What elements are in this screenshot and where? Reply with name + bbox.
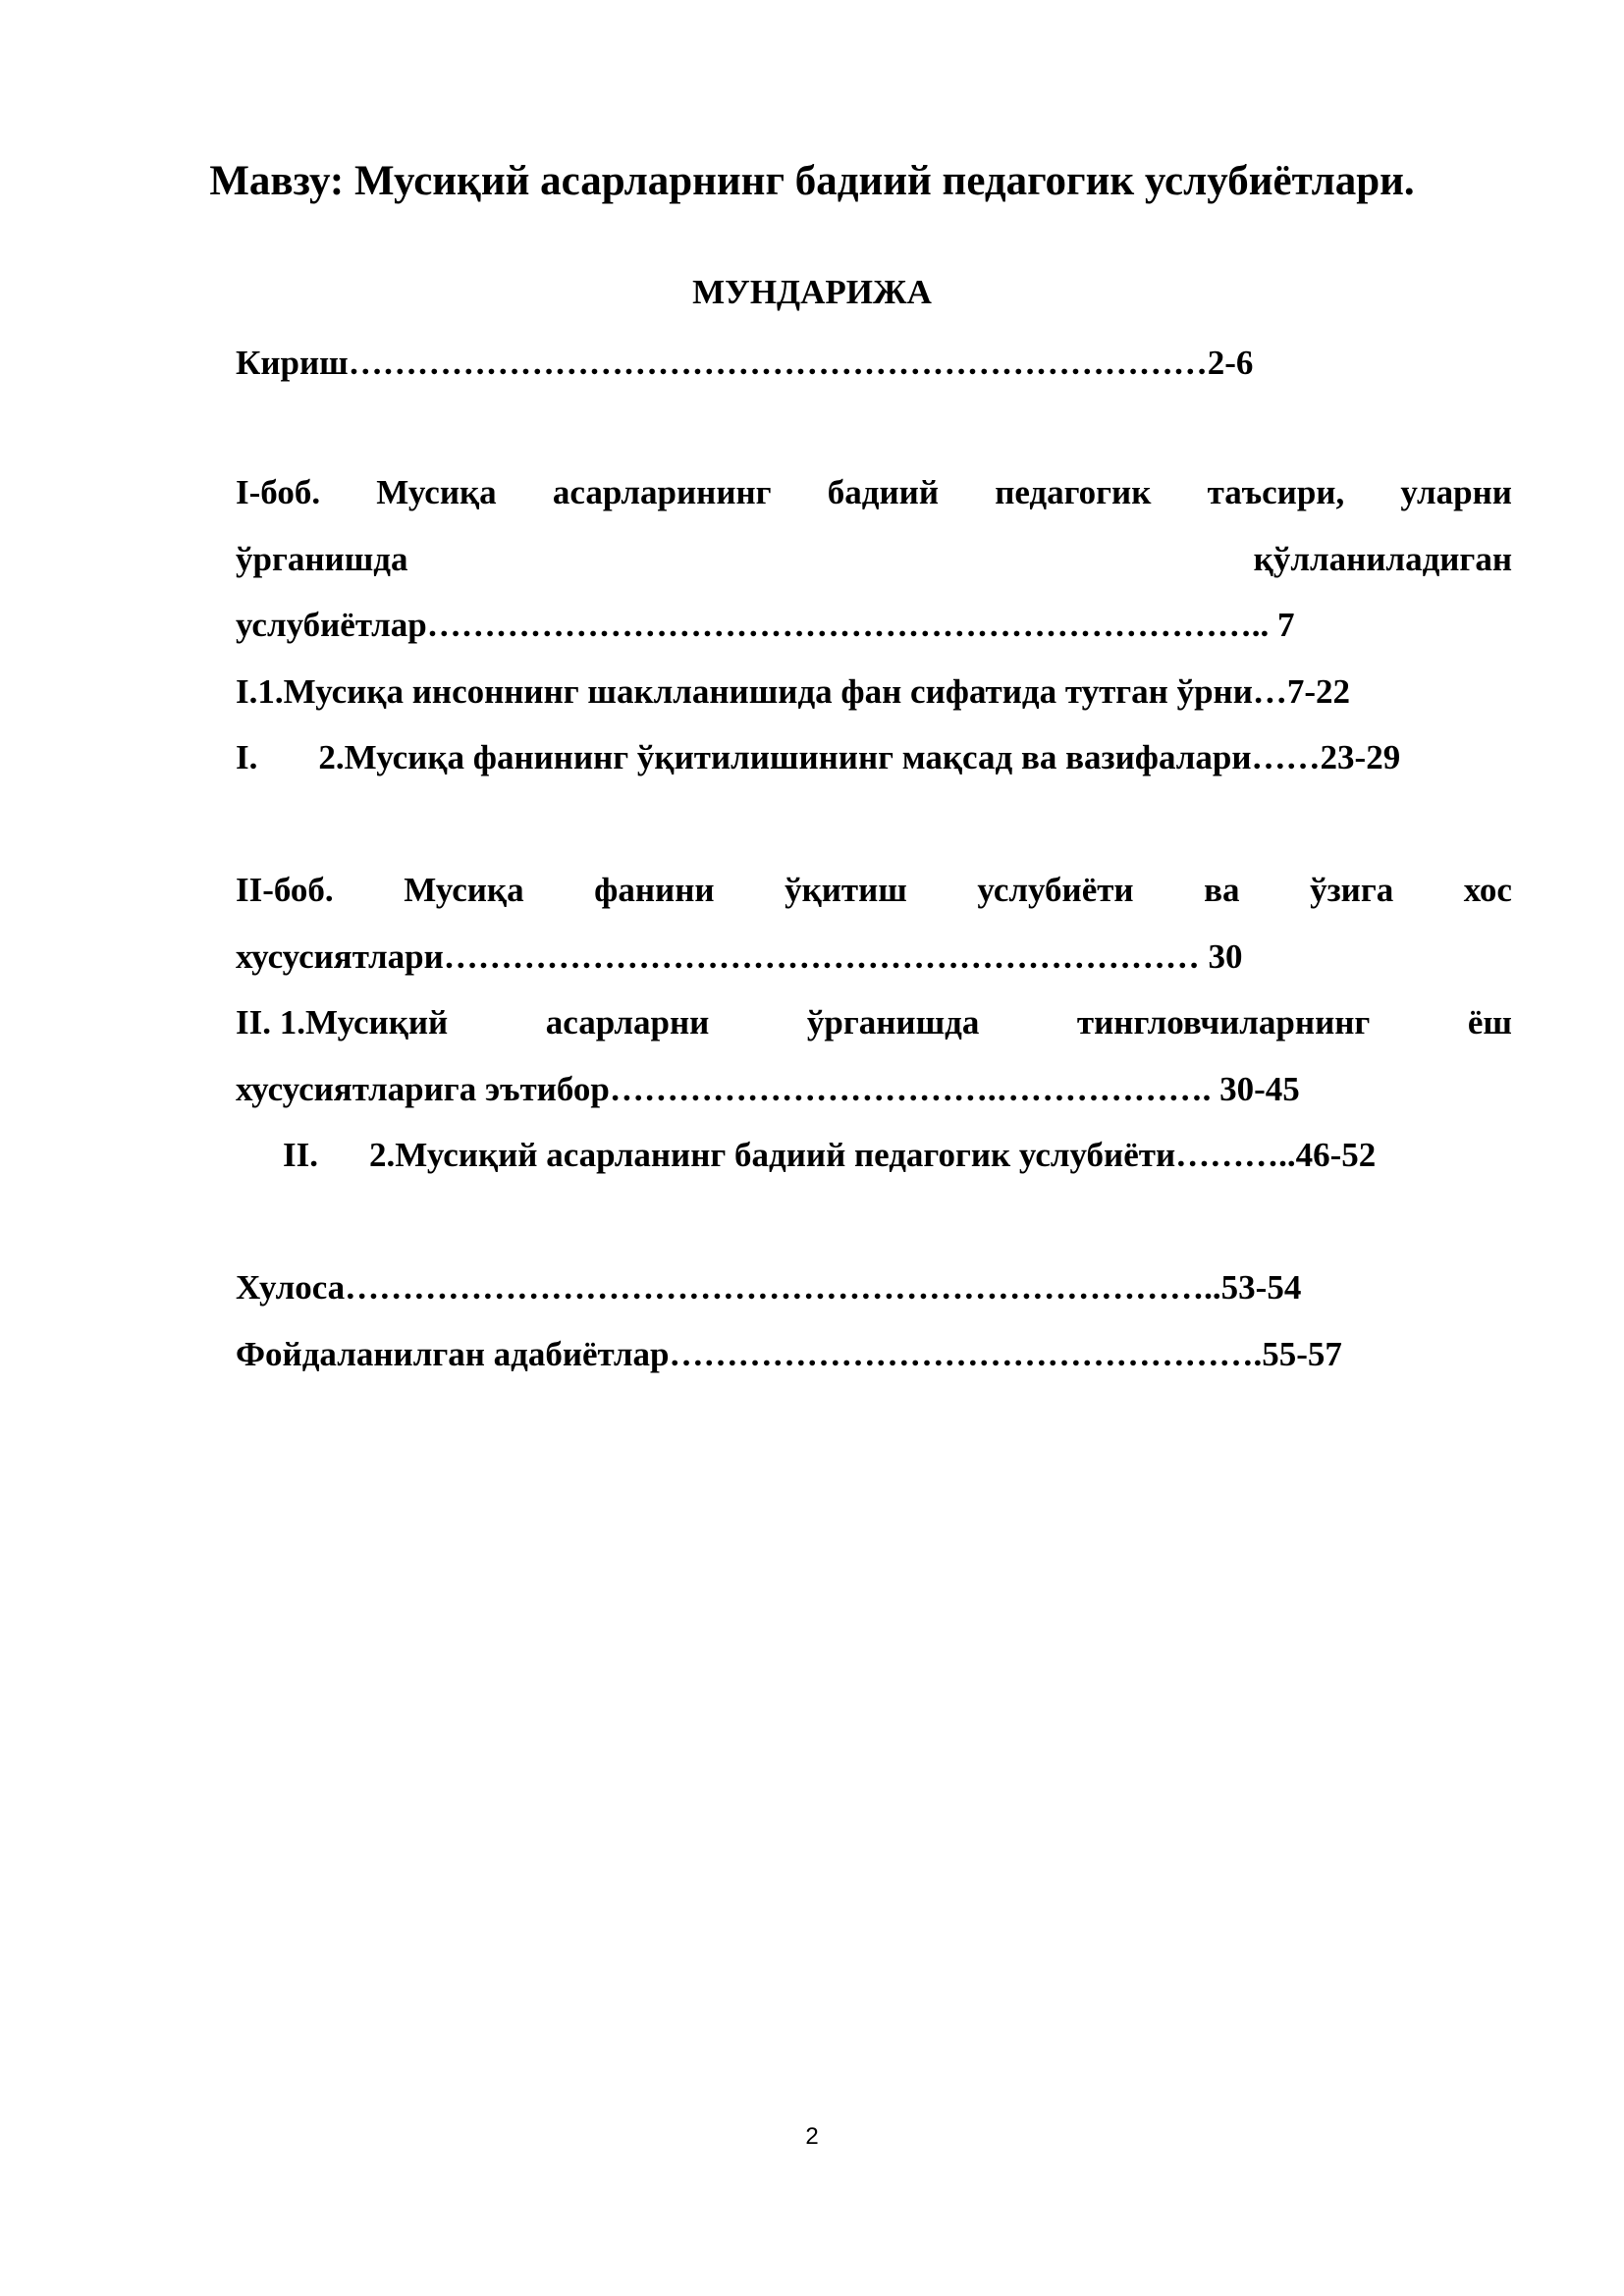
toc-heading: МУНДАРИЖА	[692, 273, 932, 311]
toc-entry-conclusion: Хулоса…………………………………………………………………..53-54	[236, 1268, 1302, 1307]
toc-word: асарларининг	[552, 473, 772, 511]
toc-word: таъсири,	[1207, 473, 1345, 511]
toc-entry-section-2-1-line1	[236, 1003, 1512, 1042]
toc-entry-references: Фойдаланилган адабиётлар…………………………………………….55-57	[236, 1335, 1342, 1373]
toc-word: қўлланиладиган	[1253, 540, 1512, 578]
document-title: Мавзу: Мусиқий асарларнинг бадиий педагогик услубиётлари.	[209, 158, 1415, 204]
toc-word: хос	[1463, 871, 1512, 909]
toc-entry-chapter2-line2: хусусиятлари………………………………………………………… 30	[236, 937, 1243, 976]
toc-word: I-боб.	[236, 473, 321, 511]
toc-entry-chapter1-line2	[236, 540, 1512, 579]
toc-entry-section-2-1-line2: хусусиятларига эътибор…………………………….………………. 30-45	[236, 1070, 1300, 1108]
toc-word: ўқитиш	[785, 871, 907, 909]
toc-word: ўрганишда	[236, 540, 408, 578]
toc-word: ўрганишда	[806, 1003, 980, 1041]
toc-entry-section-1-1: I.1.Мусиқа инсоннинг шаклланишида фан сифатида тутган ўрни…7-22	[236, 672, 1351, 711]
toc-word: уларни	[1400, 473, 1512, 511]
toc-section-text: 2.Мусиқий асарланинг бадиий педагогик услубиёти………..46-52	[369, 1136, 1377, 1174]
toc-word: II. 1.Мусиқий	[236, 1003, 449, 1041]
toc-word: ва	[1204, 871, 1240, 909]
toc-entry-chapter1-line3: услубиётлар……………………………………………………………….. 7	[236, 606, 1295, 644]
toc-entry-section-1-2	[236, 738, 1512, 777]
toc-section-number: I.	[236, 738, 258, 776]
toc-word: Мусиқа	[404, 871, 524, 909]
toc-entry-chapter1-line1	[236, 473, 1512, 512]
toc-word: асарларни	[545, 1003, 710, 1041]
toc-word: фанини	[594, 871, 715, 909]
toc-section-number: II.	[283, 1136, 318, 1174]
toc-word: услубиёти	[977, 871, 1134, 909]
toc-section-text: 2.Мусиқа фанининг ўқитилишининг мақсад ва вазифалари……23-29	[318, 738, 1401, 776]
page-number: 2	[805, 2123, 819, 2150]
toc-word: бадиий	[827, 473, 939, 511]
toc-word: Мусиқа	[376, 473, 497, 511]
toc-entry-intro: Кириш…………………………………………………………………2-6	[236, 344, 1254, 382]
toc-word: педагогик	[995, 473, 1152, 511]
toc-entry-section-2-2	[283, 1136, 1512, 1175]
toc-word: ўзига	[1310, 871, 1394, 909]
toc-word: ёш	[1467, 1003, 1512, 1041]
toc-entry-chapter2-line1	[236, 871, 1512, 910]
toc-word: тингловчиларнинг	[1076, 1003, 1371, 1041]
toc-word: II-боб.	[236, 871, 334, 909]
